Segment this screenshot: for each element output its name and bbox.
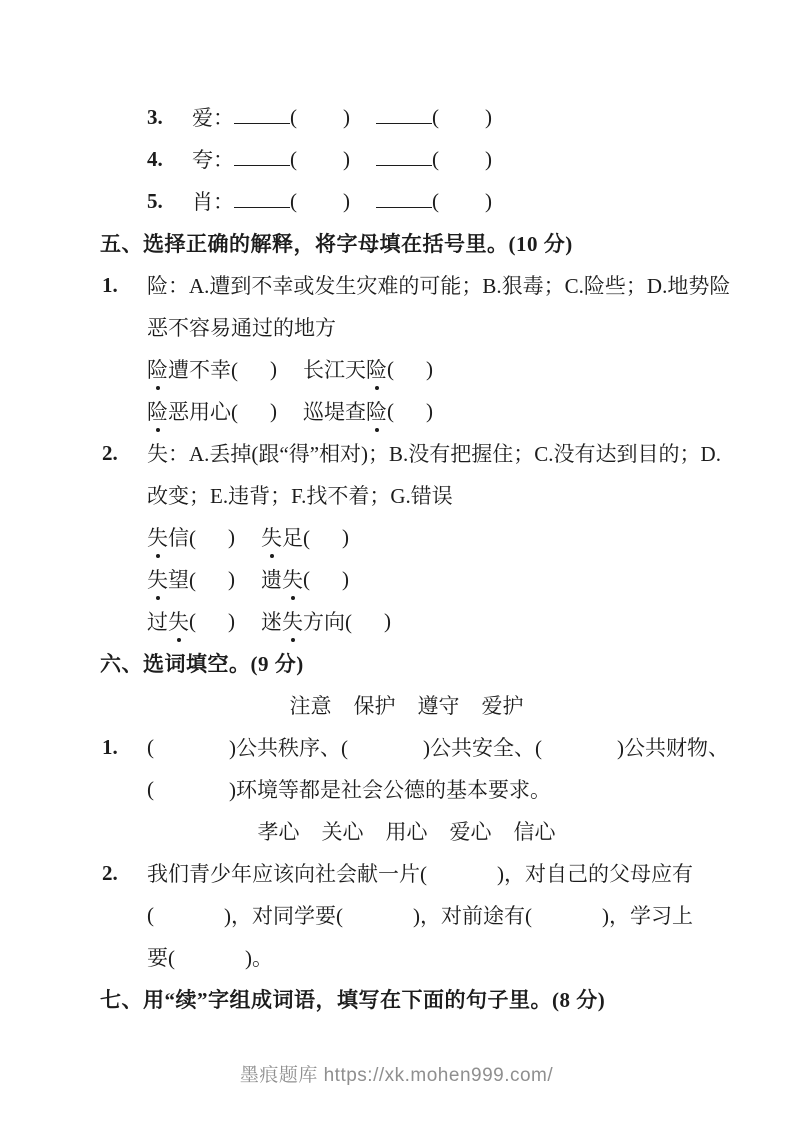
definition-text: 险：A.遭到不幸或发生灾难的可能；B.狠毒；C.险些；D.地势险 (147, 274, 731, 298)
sentence-segment: ( (147, 734, 154, 759)
item-number: 2. (102, 440, 118, 465)
item-char: 夸： (192, 148, 234, 172)
paren-open: ( (432, 104, 439, 129)
s5-item1-phrase-row (147, 348, 713, 390)
sentence-segment: )公共财物、 (617, 736, 729, 760)
s6-item2-line1 (102, 852, 713, 894)
item-char: 肖： (192, 190, 234, 214)
s5-item2-phrase-row (147, 516, 713, 558)
phrase (147, 564, 235, 594)
paren-open: ( (432, 188, 439, 213)
fill-blank (234, 194, 290, 208)
item-char: 爱： (192, 106, 234, 130)
sentence-segment: )，学习上 (602, 904, 693, 928)
bank-word: 爱护 (481, 694, 524, 718)
fill-item-4 (147, 138, 713, 180)
sentence-segment: )公共安全、( (423, 736, 542, 760)
item-number: 4. (147, 146, 163, 171)
phrase (303, 354, 433, 384)
emphasized-char: 险 (147, 396, 168, 426)
phrase-post: 恶用心( (168, 400, 238, 424)
paren-close: ) (384, 608, 391, 633)
s5-item1-phrase-row (147, 390, 713, 432)
emphasized-char: 险 (366, 396, 387, 426)
paren-close: ) (228, 608, 235, 633)
phrase-post: 望( (168, 568, 196, 592)
emphasized-char: 失 (261, 522, 282, 552)
phrase-pre: 过 (147, 610, 168, 634)
bank-word: 孝心 (257, 820, 300, 844)
phrase-post: 方向( (303, 610, 352, 634)
item-number: 3. (147, 104, 163, 129)
paren-close: ) (228, 566, 235, 591)
item-number: 5. (147, 188, 163, 213)
s5-item2-phrase-row (147, 600, 713, 642)
bank-word: 遵守 (417, 694, 460, 718)
definition-text: 改变；E.违背；F.找不着；G.错误 (147, 484, 453, 508)
fill-blank (376, 194, 432, 208)
paren-close: ) (485, 188, 492, 213)
paren-close: ) (270, 356, 277, 381)
bank-word: 爱心 (449, 820, 492, 844)
phrase-post: ( (387, 398, 394, 423)
phrase (147, 354, 277, 384)
section-6-heading: 六、选词填空。(9 分) (100, 652, 304, 676)
phrase-pre: 长江天 (303, 358, 366, 382)
sentence-segment: )，对同学要( (224, 904, 343, 928)
s6-item2-line2 (147, 894, 713, 936)
sentence-segment: )公共秩序、( (229, 736, 348, 760)
word-bank-1 (100, 684, 713, 726)
s5-item2-phrase-row (147, 558, 713, 600)
bank-word: 关心 (321, 820, 364, 844)
paren-close: ) (426, 398, 433, 423)
sentence-segment: ( (147, 902, 154, 927)
emphasized-char: 失 (147, 522, 168, 552)
paren-close: ) (426, 356, 433, 381)
paren-close: ) (343, 188, 350, 213)
word-bank-2 (100, 810, 713, 852)
s5-item2-definition (102, 432, 721, 474)
phrase-pre: 迷 (261, 610, 282, 634)
phrase (147, 396, 277, 426)
paren-open: ( (290, 146, 297, 171)
phrase (261, 606, 391, 636)
fill-item-5 (147, 180, 713, 222)
phrase-post: 信( (168, 526, 196, 550)
sentence-segment: )，对前途有( (413, 904, 532, 928)
bank-word: 信心 (513, 820, 556, 844)
item-number: 1. (102, 734, 118, 759)
sentence-segment: 我们青少年应该向社会献一片( (147, 862, 427, 886)
s5-item1-definition (102, 264, 731, 306)
fill-blank (376, 110, 432, 124)
item-number: 2. (102, 860, 118, 885)
fill-blank (234, 152, 290, 166)
s5-item1-definition-cont (147, 306, 713, 348)
s6-item2-line3 (147, 936, 713, 978)
paren-close: ) (485, 146, 492, 171)
fill-blank (234, 110, 290, 124)
sentence-segment: )环境等都是社会公德的基本要求。 (229, 778, 551, 802)
s6-item1-line1 (102, 726, 729, 768)
phrase (147, 522, 235, 552)
paren-close: ) (485, 104, 492, 129)
paren-close: ) (343, 104, 350, 129)
sentence-segment: )。 (245, 946, 273, 970)
emphasized-char: 失 (147, 564, 168, 594)
definition-text: 失：A.丢掉(跟“得”相对)；B.没有把握住；C.没有达到目的；D. (147, 442, 721, 466)
section-5-heading: 五、选择正确的解释，将字母填在括号里。(10 分) (100, 232, 573, 256)
phrase-post: ( (303, 566, 310, 591)
bank-word: 注意 (289, 694, 332, 718)
paren-close: ) (270, 398, 277, 423)
s6-item1-line2 (147, 768, 713, 810)
fill-blank (376, 152, 432, 166)
paren-close: ) (342, 566, 349, 591)
phrase (147, 606, 235, 636)
s5-item2-definition-cont (147, 474, 713, 516)
sentence-segment: 要( (147, 946, 175, 970)
footer-watermark: 墨痕题库 https://xk.mohen999.com/ (239, 1065, 554, 1086)
bank-word: 用心 (385, 820, 428, 844)
phrase-post: 遭不幸( (168, 358, 238, 382)
bank-word: 保护 (353, 694, 396, 718)
sentence-segment: )，对自己的父母应有 (497, 862, 693, 886)
emphasized-char: 失 (168, 606, 189, 636)
item-number: 1. (102, 272, 118, 297)
phrase (261, 564, 349, 594)
definition-text: 恶不容易通过的地方 (147, 316, 336, 340)
emphasized-char: 失 (282, 606, 303, 636)
paren-open: ( (290, 104, 297, 129)
phrase-post: 足( (282, 526, 310, 550)
phrase-pre: 遗 (261, 568, 282, 592)
emphasized-char: 失 (282, 564, 303, 594)
phrase (261, 522, 349, 552)
sentence-segment: ( (147, 776, 154, 801)
paren-open: ( (290, 188, 297, 213)
emphasized-char: 险 (366, 354, 387, 384)
paren-close: ) (343, 146, 350, 171)
fill-item-3 (147, 96, 713, 138)
paren-close: ) (228, 524, 235, 549)
phrase (303, 396, 433, 426)
phrase-pre: 巡堤查 (303, 400, 366, 424)
emphasized-char: 险 (147, 354, 168, 384)
section-7-heading: 七、用“续”字组成词语，填写在下面的句子里。(8 分) (100, 988, 606, 1012)
phrase-post: ( (189, 608, 196, 633)
paren-close: ) (342, 524, 349, 549)
phrase-post: ( (387, 356, 394, 381)
paren-open: ( (432, 146, 439, 171)
